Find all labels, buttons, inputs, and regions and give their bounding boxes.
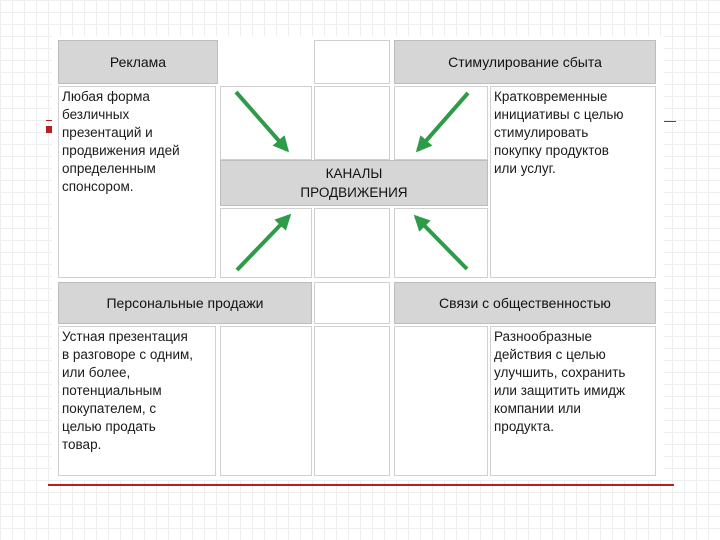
personal-selling-line: покупателем, с — [62, 401, 157, 416]
advertising-line: безличных — [62, 107, 130, 122]
arrow-sales-promotion — [418, 93, 468, 150]
slide-bottom-rule — [48, 484, 674, 486]
advertising-line: спонсором. — [62, 179, 134, 194]
public-relations-line: компании или — [494, 401, 581, 416]
advertising-line: презентаций и — [62, 125, 153, 140]
public-relations-line: действия с целью — [494, 347, 606, 362]
advertising-line: Любая форма — [62, 89, 150, 104]
arrow-personal-selling — [237, 216, 289, 270]
center-line-2: ПРОДВИЖЕНИЯ — [300, 185, 408, 200]
advertising-line: продвижения идей — [62, 143, 180, 158]
header-advertising-label: Реклама — [109, 54, 167, 70]
arrow-advertising — [236, 92, 287, 150]
header-public-relations-label: Связи с общественностью — [439, 295, 611, 311]
personal-selling-line: потенциальным — [62, 383, 162, 398]
sales-promotion-line: инициативы с целью — [494, 107, 624, 122]
personal-selling-line: или более, — [62, 365, 131, 380]
personal-selling-line: в разговоре с одним, — [62, 347, 194, 362]
public-relations-line: продукта. — [494, 419, 555, 434]
public-relations-line: или защитить имидж — [494, 383, 626, 398]
personal-selling-line: целью продать — [62, 419, 156, 434]
sales-promotion-line: покупку продуктов — [494, 143, 609, 158]
advertising-line: определенным — [62, 161, 156, 176]
public-relations-line: улучшить, сохранить — [494, 365, 626, 380]
center-line-1: КАНАЛЫ — [325, 166, 383, 181]
personal-selling-line: Устная презентация — [62, 329, 188, 344]
header-personal-selling-label: Персональные продажи — [106, 295, 264, 311]
sales-promotion-line: стимулировать — [494, 125, 589, 140]
sales-promotion-line: или услуг. — [494, 161, 556, 176]
public-relations-line: Разнообразные — [494, 329, 593, 344]
header-sales-promotion-label: Стимулирование сбыта — [448, 54, 602, 70]
sales-promotion-line: Кратковременные — [494, 89, 608, 104]
arrow-public-relations — [416, 217, 467, 269]
personal-selling-line: товар. — [62, 437, 102, 452]
